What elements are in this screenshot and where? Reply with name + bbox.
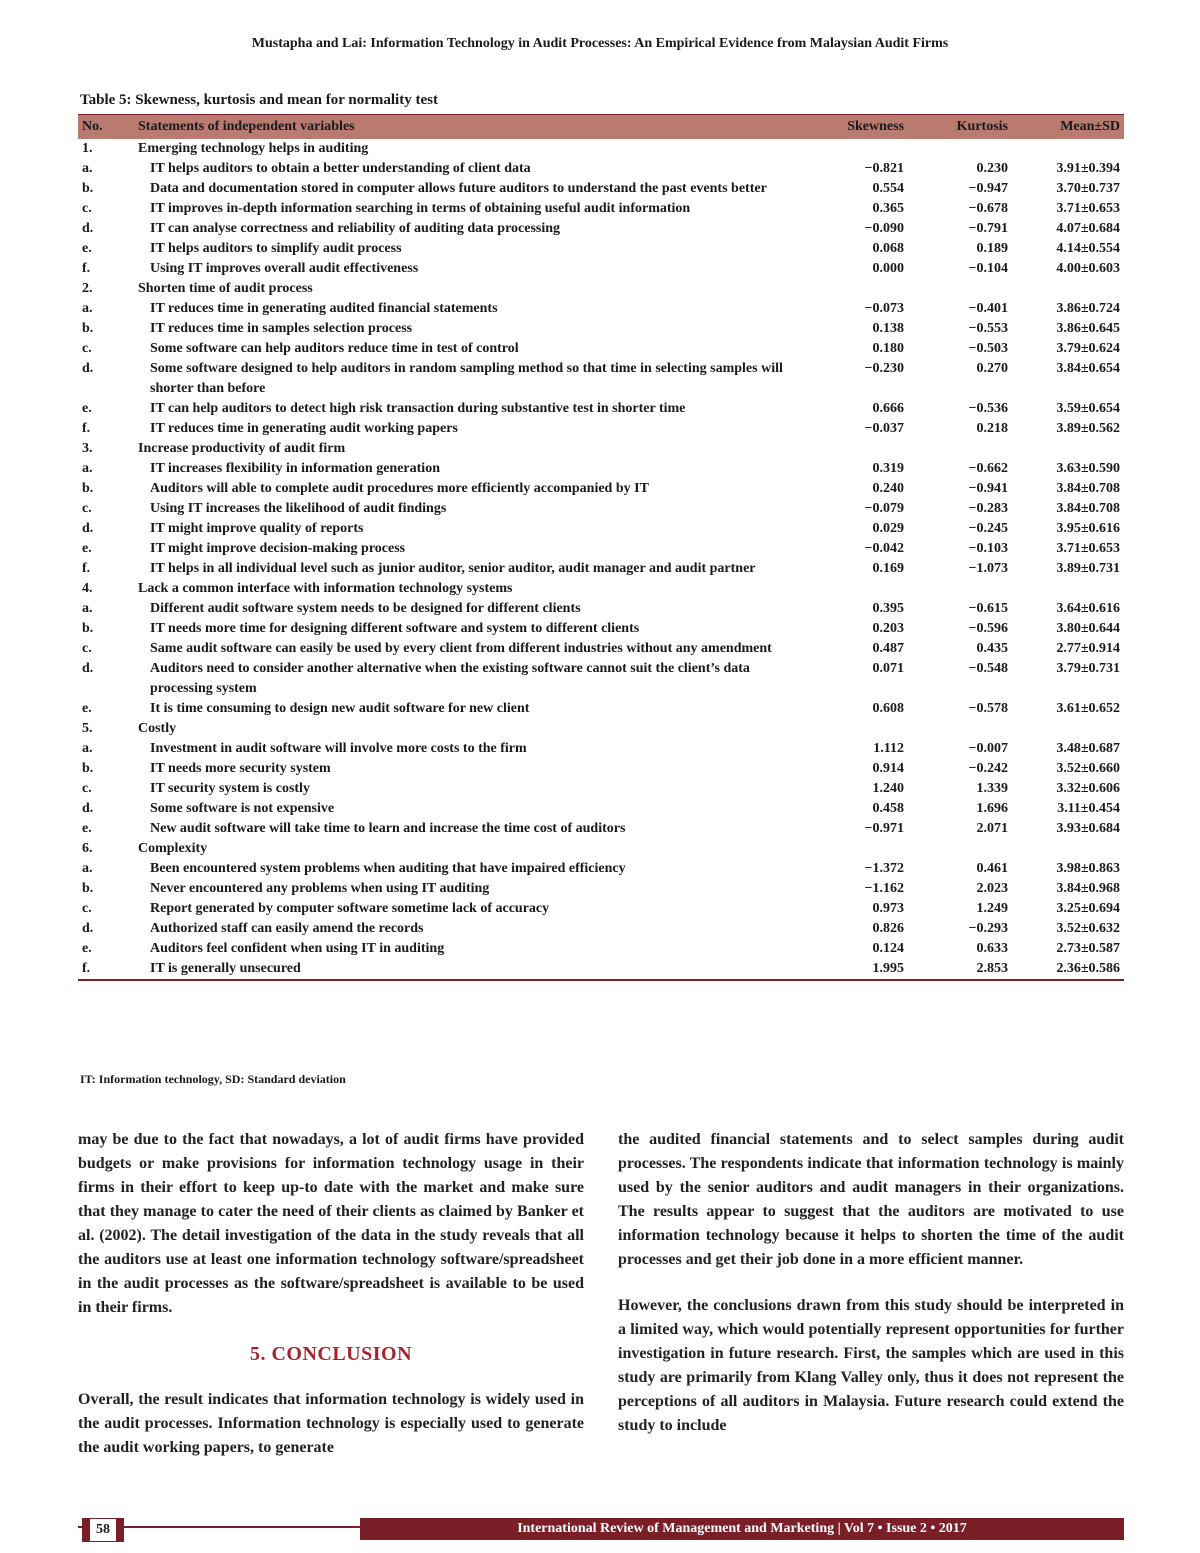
cell-statement: IT can help auditors to detect high risk transaction during substantive test in shorter time — [150, 401, 686, 416]
cell-skewness: 0.319 — [872, 461, 904, 476]
cell-no: f. — [82, 261, 91, 276]
cell-statement: Different audit software system needs to be designed for different clients — [150, 601, 581, 616]
cell-mean: 3.25±0.694 — [1056, 901, 1120, 916]
cell-mean: 3.84±0.708 — [1056, 501, 1120, 516]
journal-title: International Review of Management and Marketing | Vol 7 • Issue 2 • 2017 — [360, 1518, 1124, 1540]
cell-no: f. — [82, 561, 91, 576]
cell-mean: 3.93±0.684 — [1056, 821, 1120, 836]
table-footnote: IT: Information technology, SD: Standard deviation — [80, 1072, 346, 1086]
cell-no: 5. — [82, 721, 93, 736]
table-row — [78, 199, 1124, 219]
table-row — [78, 939, 1124, 959]
cell-mean: 3.64±0.616 — [1056, 601, 1120, 616]
cell-kurtosis: 0.270 — [976, 361, 1008, 376]
cell-skewness: 1.995 — [820, 959, 908, 980]
cell-skewness: 0.487 — [872, 641, 904, 656]
cell-kurtosis: 0.189 — [976, 241, 1008, 256]
cell-skewness: 0.458 — [872, 801, 904, 816]
page-number: 58 — [90, 1519, 116, 1541]
cell-no: b. — [82, 181, 94, 196]
cell-skewness: 0.124 — [872, 941, 904, 956]
page-number-box — [82, 1518, 124, 1542]
cell-skewness: 0.240 — [872, 481, 904, 496]
cell-no: 2. — [82, 281, 93, 296]
cell-mean — [1012, 579, 1124, 599]
cell-skewness: −0.079 — [864, 501, 904, 516]
cell-kurtosis: −1.073 — [968, 561, 1008, 576]
table-row — [78, 159, 1124, 179]
cell-no: e. — [82, 941, 92, 956]
cell-kurtosis: −0.283 — [968, 501, 1008, 516]
cell-kurtosis — [908, 139, 1012, 159]
cell-mean: 3.91±0.394 — [1056, 161, 1120, 176]
cell-skewness: 1.112 — [873, 741, 904, 756]
cell-no: b. — [82, 321, 94, 336]
cell-mean: 3.52±0.660 — [1056, 761, 1120, 776]
cell-statement: Never encountered any problems when using IT auditing — [150, 881, 490, 896]
col-header-mean: Mean±SD — [1012, 115, 1124, 140]
table-row — [78, 539, 1124, 559]
col-header-kurtosis: Kurtosis — [908, 115, 1012, 140]
cell-statement: Emerging technology helps in auditing — [138, 141, 369, 156]
cell-statement: IT improves in-depth information searching in terms of obtaining useful audit information — [150, 201, 691, 216]
table-group-row — [78, 579, 1124, 599]
cell-kurtosis: 0.218 — [976, 421, 1008, 436]
page-footer — [78, 1518, 1124, 1542]
cell-statement: Been encountered system problems when auditing that have impaired efficiency — [150, 861, 626, 876]
cell-statement: New audit software will take time to learn and increase the time cost of auditors — [150, 821, 626, 836]
cell-skewness — [820, 719, 908, 739]
cell-kurtosis — [908, 839, 1012, 859]
col-header-no: No. — [78, 115, 134, 140]
cell-kurtosis: −0.578 — [968, 701, 1008, 716]
cell-skewness: 0.138 — [872, 321, 904, 336]
cell-kurtosis: −0.791 — [968, 221, 1008, 236]
cell-statement: Some software can help auditors reduce time in test of control — [150, 341, 519, 356]
table-row — [78, 779, 1124, 799]
table-row — [78, 819, 1124, 839]
cell-kurtosis — [908, 279, 1012, 299]
cell-mean: 3.63±0.590 — [1056, 461, 1120, 476]
cell-kurtosis: −0.007 — [968, 741, 1008, 756]
cell-mean: 3.98±0.863 — [1056, 861, 1120, 876]
cell-skewness: 0.203 — [872, 621, 904, 636]
table-row — [78, 419, 1124, 439]
table-row — [78, 179, 1124, 199]
cell-no: a. — [82, 461, 93, 476]
section-heading: 5. CONCLUSION — [249, 1343, 413, 1365]
cell-skewness: 0.554 — [872, 181, 904, 196]
cell-statement: Investment in audit software will involve more costs to the firm — [150, 741, 527, 756]
body-paragraph: However, the conclusions drawn from this study should be interpreted in a limited way, which would potentially represent opportunities for further investigation in future research. First, the samples which are used in this study are primarily from Klang Valley only, thus it does not represent the perceptions of all auditors in Malaysia. Future research could extend the study to include — [618, 1297, 1124, 1434]
table-row — [78, 919, 1124, 939]
cell-statement: IT helps auditors to obtain a better understanding of client data — [150, 161, 531, 176]
cell-kurtosis — [908, 439, 1012, 459]
cell-no: d. — [82, 221, 94, 236]
cell-kurtosis: −0.536 — [968, 401, 1008, 416]
cell-no: 6. — [82, 841, 93, 856]
cell-statement: IT might improve decision-making process — [150, 541, 406, 556]
cell-mean: 3.89±0.562 — [1056, 421, 1120, 436]
cell-no: c. — [82, 641, 92, 656]
cell-skewness: −0.230 — [864, 361, 904, 376]
table-group-row — [78, 439, 1124, 459]
cell-skewness: 0.608 — [872, 701, 904, 716]
cell-no: b. — [82, 761, 94, 776]
cell-kurtosis: −0.662 — [968, 461, 1008, 476]
cell-skewness: −0.042 — [864, 541, 904, 556]
cell-mean: 3.86±0.724 — [1056, 301, 1120, 316]
cell-skewness — [820, 579, 908, 599]
table-row — [78, 739, 1124, 759]
cell-mean: 3.48±0.687 — [1056, 741, 1120, 756]
cell-no: a. — [82, 161, 93, 176]
cell-mean — [1012, 439, 1124, 459]
cell-mean: 4.14±0.554 — [1056, 241, 1120, 256]
table-group-row — [78, 839, 1124, 859]
cell-no: d. — [82, 361, 94, 376]
table-row — [78, 699, 1124, 719]
cell-no: c. — [82, 501, 92, 516]
cell-kurtosis: −0.941 — [968, 481, 1008, 496]
normality-table — [78, 114, 1124, 981]
table-row — [78, 599, 1124, 619]
table-row — [78, 259, 1124, 279]
cell-skewness: 0.826 — [872, 921, 904, 936]
cell-kurtosis: −0.947 — [968, 181, 1008, 196]
table-row — [78, 219, 1124, 239]
cell-mean: 3.95±0.616 — [1056, 521, 1120, 536]
cell-kurtosis: −0.293 — [968, 921, 1008, 936]
cell-no: c. — [82, 781, 92, 796]
cell-mean: 3.71±0.653 — [1056, 201, 1120, 216]
cell-no: a. — [82, 601, 93, 616]
cell-kurtosis — [908, 719, 1012, 739]
running-head: Mustapha and Lai: Information Technology in Audit Processes: An Empirical Evidence from Malaysian Audit Firms — [251, 36, 949, 51]
table-row — [78, 299, 1124, 319]
cell-statement: IT increases flexibility in information generation — [150, 461, 440, 476]
left-column — [78, 1128, 584, 1482]
cell-statement: Report generated by computer software sometime lack of accuracy — [150, 901, 550, 916]
cell-statement: Some software designed to help auditors in random sampling method so that time in selecting samples will shorter than before — [150, 361, 783, 396]
table-row — [78, 619, 1124, 639]
cell-kurtosis: −0.615 — [968, 601, 1008, 616]
table-row — [78, 899, 1124, 919]
table-row — [78, 399, 1124, 419]
cell-no: a. — [82, 741, 93, 756]
cell-no: b. — [82, 881, 94, 896]
cell-mean — [1012, 139, 1124, 159]
cell-mean: 3.61±0.652 — [1056, 701, 1120, 716]
cell-no: b. — [82, 481, 94, 496]
cell-statement: It is time consuming to design new audit software for new client — [150, 701, 530, 716]
cell-statement: Auditors need to consider another alternative when the existing software cannot suit the client’s data processing system — [150, 661, 750, 696]
cell-statement: Auditors will able to complete audit procedures more efficiently accompanied by IT — [150, 481, 649, 496]
cell-skewness: 1.240 — [872, 781, 904, 796]
cell-no: e. — [82, 401, 92, 416]
cell-mean: 3.89±0.731 — [1056, 561, 1120, 576]
table-header-row — [78, 115, 1124, 140]
cell-statement: Using IT improves overall audit effectiveness — [150, 261, 419, 276]
cell-kurtosis: 2.023 — [976, 881, 1008, 896]
cell-skewness: 0.365 — [872, 201, 904, 216]
cell-no: 1. — [82, 141, 93, 156]
cell-statement: Using IT increases the likelihood of audit findings — [150, 501, 447, 516]
cell-skewness: 0.071 — [872, 661, 904, 676]
cell-kurtosis: 1.339 — [976, 781, 1008, 796]
cell-statement: Lack a common interface with information technology systems — [138, 581, 513, 596]
cell-kurtosis: 0.633 — [976, 941, 1008, 956]
cell-statement: IT helps auditors to simplify audit process — [150, 241, 402, 256]
cell-no: b. — [82, 621, 94, 636]
cell-mean: 3.79±0.731 — [1056, 661, 1120, 676]
table-row — [78, 319, 1124, 339]
cell-no: c. — [82, 341, 92, 356]
cell-mean: 3.11±0.454 — [1057, 801, 1120, 816]
cell-no: e. — [82, 821, 92, 836]
table-row — [78, 559, 1124, 579]
cell-statement: IT reduces time in generating audit working papers — [150, 421, 458, 436]
table-row — [78, 359, 1124, 399]
cell-skewness: 0.395 — [872, 601, 904, 616]
cell-statement: IT can analyse correctness and reliability of auditing data processing — [150, 221, 561, 236]
cell-mean: 3.59±0.654 — [1056, 401, 1120, 416]
cell-mean: 3.84±0.708 — [1056, 481, 1120, 496]
cell-kurtosis: −0.401 — [968, 301, 1008, 316]
cell-skewness: 0.666 — [872, 401, 904, 416]
cell-skewness: −0.090 — [864, 221, 904, 236]
cell-statement: Some software is not expensive — [150, 801, 335, 816]
cell-statement: IT needs more time for designing different software and system to different clients — [150, 621, 640, 636]
cell-skewness: 0.068 — [872, 241, 904, 256]
cell-statement: Costly — [138, 721, 177, 736]
cell-statement: IT might improve quality of reports — [150, 521, 364, 536]
cell-kurtosis: −0.548 — [968, 661, 1008, 676]
right-column — [618, 1128, 1124, 1460]
cell-kurtosis: −0.503 — [968, 341, 1008, 356]
cell-kurtosis: −0.242 — [968, 761, 1008, 776]
cell-mean: 2.77±0.914 — [1056, 641, 1120, 656]
cell-no: c. — [82, 901, 92, 916]
cell-statement: Data and documentation stored in computer allows future auditors to understand the past events better — [150, 181, 767, 196]
cell-skewness — [820, 439, 908, 459]
cell-skewness: 0.180 — [872, 341, 904, 356]
cell-no: a. — [82, 301, 93, 316]
cell-no: d. — [82, 801, 94, 816]
cell-no: e. — [82, 541, 92, 556]
cell-statement: Increase productivity of audit firm — [138, 441, 346, 456]
cell-mean: 3.52±0.632 — [1056, 921, 1120, 936]
cell-kurtosis — [908, 579, 1012, 599]
table-row — [78, 479, 1124, 499]
cell-kurtosis: −0.103 — [968, 541, 1008, 556]
cell-statement: IT is generally unsecured — [134, 959, 820, 980]
cell-statement: IT helps in all individual level such as junior auditor, senior auditor, audit manager and audit partner — [150, 561, 756, 576]
cell-no: d. — [82, 921, 94, 936]
cell-kurtosis: 0.461 — [976, 861, 1008, 876]
cell-mean: 2.36±0.586 — [1012, 959, 1124, 980]
cell-skewness: −1.372 — [864, 861, 904, 876]
table-row — [78, 639, 1124, 659]
body-paragraph: the audited financial statements and to select samples during audit processes. The respondents indicate that information technology is mainly used by the senior auditors and audit managers in their organizations. The results appear to suggest that the auditors are motivated to use information technology because it helps to shorten the time of the audit processes and get their job done in a more efficient manner. — [618, 1131, 1124, 1268]
cell-kurtosis: −0.104 — [968, 261, 1008, 276]
table-row — [78, 959, 1124, 980]
table-row — [78, 459, 1124, 479]
cell-statement: Shorten time of audit process — [138, 281, 313, 296]
cell-skewness: 0.169 — [872, 561, 904, 576]
table-row — [78, 499, 1124, 519]
cell-mean: 2.73±0.587 — [1056, 941, 1120, 956]
cell-kurtosis: 2.853 — [908, 959, 1012, 980]
cell-skewness: −0.037 — [864, 421, 904, 436]
cell-statement: Same audit software can easily be used by every client from different industries without any amendment — [150, 641, 772, 656]
cell-statement: IT reduces time in samples selection process — [150, 321, 413, 336]
table-row — [78, 879, 1124, 899]
cell-kurtosis: 0.435 — [976, 641, 1008, 656]
cell-mean: 3.32±0.606 — [1056, 781, 1120, 796]
cell-mean: 3.86±0.645 — [1056, 321, 1120, 336]
table-row — [78, 859, 1124, 879]
cell-mean: 3.79±0.624 — [1056, 341, 1120, 356]
cell-mean: 4.00±0.603 — [1056, 261, 1120, 276]
cell-statement: IT security system is costly — [150, 781, 310, 796]
cell-no: c. — [82, 201, 92, 216]
body-paragraph: may be due to the fact that nowadays, a lot of audit firms have provided budgets or make provisions for information technology usage in their firms in their effort to keep up-to date with the market and make sure that they manage to cater the need of their clients as claimed by Banker et al. (2002). The detail investigation of the data in the study reveals that all the auditors use at least one information technology software/spreadsheet in the audit processes as the software/spreadsheet is available to be used in their firms. — [78, 1131, 584, 1316]
cell-statement: Complexity — [138, 841, 208, 856]
cell-statement: Auditors feel confident when using IT in auditing — [150, 941, 445, 956]
cell-mean — [1012, 279, 1124, 299]
table-row — [78, 239, 1124, 259]
cell-no: e. — [82, 701, 92, 716]
cell-kurtosis: −0.553 — [968, 321, 1008, 336]
cell-mean: 3.71±0.653 — [1056, 541, 1120, 556]
cell-kurtosis: −0.596 — [968, 621, 1008, 636]
cell-no: a. — [82, 861, 93, 876]
cell-kurtosis: −0.678 — [968, 201, 1008, 216]
cell-statement: IT reduces time in generating audited financial statements — [150, 301, 498, 316]
cell-mean: 3.84±0.654 — [1056, 361, 1120, 376]
cell-skewness — [820, 839, 908, 859]
body-paragraph: Overall, the result indicates that information technology is widely used in the audit processes. Information technology is especially used to generate the audit working papers, to generate — [78, 1391, 584, 1456]
table-row — [78, 759, 1124, 779]
cell-skewness: 0.914 — [872, 761, 904, 776]
cell-no: f. — [82, 421, 91, 436]
table-group-row — [78, 139, 1124, 159]
cell-kurtosis: 0.230 — [976, 161, 1008, 176]
col-header-statement: Statements of independent variables — [134, 115, 820, 140]
cell-no: e. — [82, 241, 92, 256]
cell-skewness: 0.000 — [872, 261, 904, 276]
cell-skewness: −0.821 — [864, 161, 904, 176]
cell-mean: 4.07±0.684 — [1056, 221, 1120, 236]
table-row — [78, 339, 1124, 359]
cell-skewness: −0.073 — [864, 301, 904, 316]
table-group-row — [78, 719, 1124, 739]
cell-statement: Authorized staff can easily amend the records — [150, 921, 424, 936]
cell-skewness: 0.029 — [872, 521, 904, 536]
col-header-skewness: Skewness — [820, 115, 908, 140]
cell-no: d. — [82, 521, 94, 536]
cell-no: 4. — [82, 581, 93, 596]
cell-mean: 3.80±0.644 — [1056, 621, 1120, 636]
cell-no: f. — [78, 959, 134, 980]
cell-statement: IT needs more security system — [150, 761, 331, 776]
cell-skewness — [820, 279, 908, 299]
cell-skewness: 0.973 — [872, 901, 904, 916]
cell-mean — [1012, 719, 1124, 739]
cell-kurtosis: 2.071 — [976, 821, 1008, 836]
cell-skewness: −0.971 — [864, 821, 904, 836]
cell-no: d. — [82, 661, 94, 676]
cell-kurtosis: 1.696 — [976, 801, 1008, 816]
table-group-row — [78, 279, 1124, 299]
cell-mean: 3.70±0.737 — [1056, 181, 1120, 196]
cell-skewness — [820, 139, 908, 159]
table-row — [78, 799, 1124, 819]
cell-mean: 3.84±0.968 — [1056, 881, 1120, 896]
table-row — [78, 659, 1124, 699]
cell-kurtosis: 1.249 — [976, 901, 1008, 916]
table-caption: Table 5: Skewness, kurtosis and mean for normality test — [80, 92, 438, 108]
cell-kurtosis: −0.245 — [968, 521, 1008, 536]
cell-skewness: −1.162 — [864, 881, 904, 896]
cell-no: 3. — [82, 441, 93, 456]
cell-mean — [1012, 839, 1124, 859]
table-row — [78, 519, 1124, 539]
